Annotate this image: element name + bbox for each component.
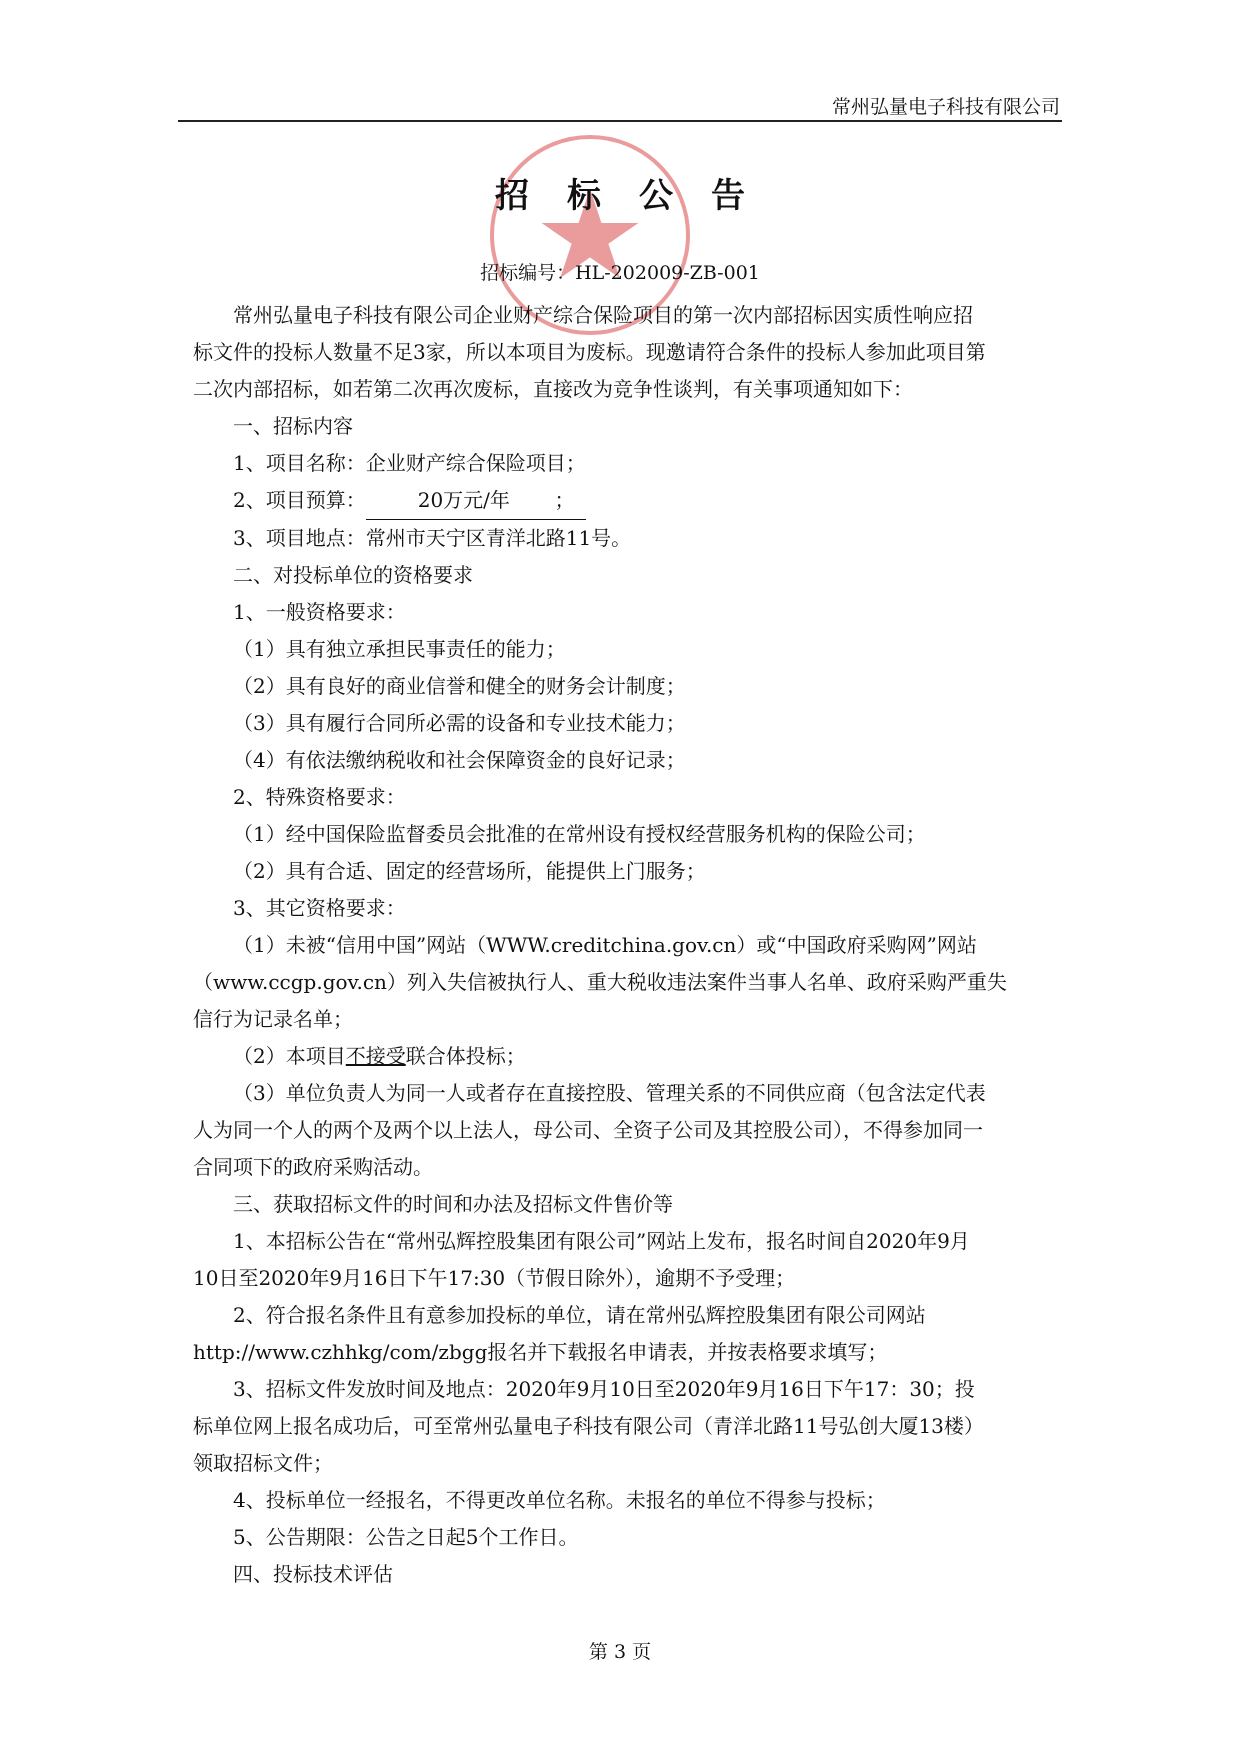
s3-item3-line-3: 领取招标文件； bbox=[193, 1451, 333, 1475]
header-rule bbox=[178, 120, 1062, 122]
s3-item2-line-2: http://www.czhhkg/com/zbgg报名并下载报名申请表，并按表格要求填写； bbox=[193, 1340, 888, 1364]
other-req-3-line-2: 人为同一个人的两个及两个以上法人，母公司、全资子公司及其控股公司），不得参加同一 bbox=[193, 1118, 983, 1142]
other-req-2: （2）本项目不接受联合体投标； bbox=[233, 1044, 526, 1068]
project-budget bbox=[193, 482, 1071, 520]
page-title: 招标公告 bbox=[495, 176, 783, 216]
other-req-1-line-2: （www.ccgp.gov.cn）列入失信被执行人、重大税收违法案件当事人名单、政府采购严重失 bbox=[193, 970, 1007, 994]
s3-item3-line-2: 标单位网上报名成功后，可至常州弘量电子科技有限公司（青洋北路11号弘创大厦13楼） bbox=[193, 1414, 984, 1438]
general-req-4: （4）有依法缴纳税收和社会保障资金的良好记录； bbox=[233, 748, 686, 772]
s3-item1-line-1: 1、本招标公告在“常州弘辉控股集团有限公司”网站上发布，报名时间自2020年9月 bbox=[233, 1229, 970, 1253]
budget-value: 20万元/年 ； bbox=[366, 482, 587, 520]
not-accept-underlined: 不接受 bbox=[345, 1044, 406, 1068]
section-4-heading: 四、投标技术评估 bbox=[233, 1562, 393, 1586]
general-req-title: 1、一般资格要求： bbox=[233, 600, 406, 624]
s3-item4: 4、投标单位一经报名，不得更改单位名称。未报名的单位不得参与投标； bbox=[233, 1488, 886, 1512]
section-1-heading: 一、招标内容 bbox=[233, 414, 353, 438]
intro-line-2: 标文件的投标人数量不足3家，所以本项目为废标。现邀请符合条件的投标人参加此项目第 bbox=[193, 340, 986, 364]
project-location: 3、项目地点：常州市天宁区青洋北路11号。 bbox=[233, 526, 632, 550]
budget-label: 2、项目预算： bbox=[233, 488, 366, 512]
header-company: 常州弘量电子科技有限公司 bbox=[831, 96, 1060, 118]
s3-item1-line-2: 10日至2020年9月16日下午17:30（节假日除外），逾期不予受理； bbox=[193, 1266, 796, 1290]
special-req-1: （1）经中国保险监督委员会批准的在常州设有授权经营服务机构的保险公司； bbox=[233, 822, 926, 846]
tender-code: 招标编号：HL-202009-ZB-001 bbox=[480, 262, 760, 284]
other-req-title: 3、其它资格要求： bbox=[233, 896, 406, 920]
section-3-heading: 三、获取招标文件的时间和办法及招标文件售价等 bbox=[233, 1192, 673, 1216]
project-name: 1、项目名称：企业财产综合保险项目； bbox=[233, 451, 586, 475]
intro-line-1: 常州弘量电子科技有限公司企业财产综合保险项目的第一次内部招标因实质性响应招 bbox=[233, 303, 973, 327]
other-req-3-line-3: 合同项下的政府采购活动。 bbox=[193, 1155, 433, 1179]
section-2-heading: 二、对投标单位的资格要求 bbox=[233, 563, 473, 587]
other-req-1-line-3: 信行为记录名单； bbox=[193, 1007, 353, 1031]
special-req-2: （2）具有合适、固定的经营场所，能提供上门服务； bbox=[233, 859, 706, 883]
s3-item5: 5、公告期限：公告之日起5个工作日。 bbox=[233, 1525, 579, 1549]
general-req-3: （3）具有履行合同所必需的设备和专业技术能力； bbox=[233, 711, 686, 735]
page-number: 第 3 页 bbox=[588, 1641, 652, 1663]
general-req-2: （2）具有良好的商业信誉和健全的财务会计制度； bbox=[233, 674, 686, 698]
document-body bbox=[193, 297, 1071, 1593]
special-req-title: 2、特殊资格要求： bbox=[233, 785, 406, 809]
s3-item3-line-1: 3、招标文件发放时间及地点：2020年9月10日至2020年9月16日下午17：30；投 bbox=[233, 1377, 975, 1401]
intro-line-3: 二次内部招标，如若第二次再次废标，直接改为竞争性谈判，有关事项通知如下： bbox=[193, 377, 913, 401]
other-req-1-line-1: （1）未被“信用中国”网站（WWW.creditchina.gov.cn）或“中国政府采购网”网站 bbox=[233, 933, 977, 957]
other-req-3-line-1: （3）单位负责人为同一人或者存在直接控股、管理关系的不同供应商（包含法定代表 bbox=[233, 1081, 986, 1105]
general-req-1: （1）具有独立承担民事责任的能力； bbox=[233, 637, 566, 661]
s3-item2-line-1: 2、符合报名条件且有意参加投标的单位，请在常州弘辉控股集团有限公司网站 bbox=[233, 1303, 926, 1327]
